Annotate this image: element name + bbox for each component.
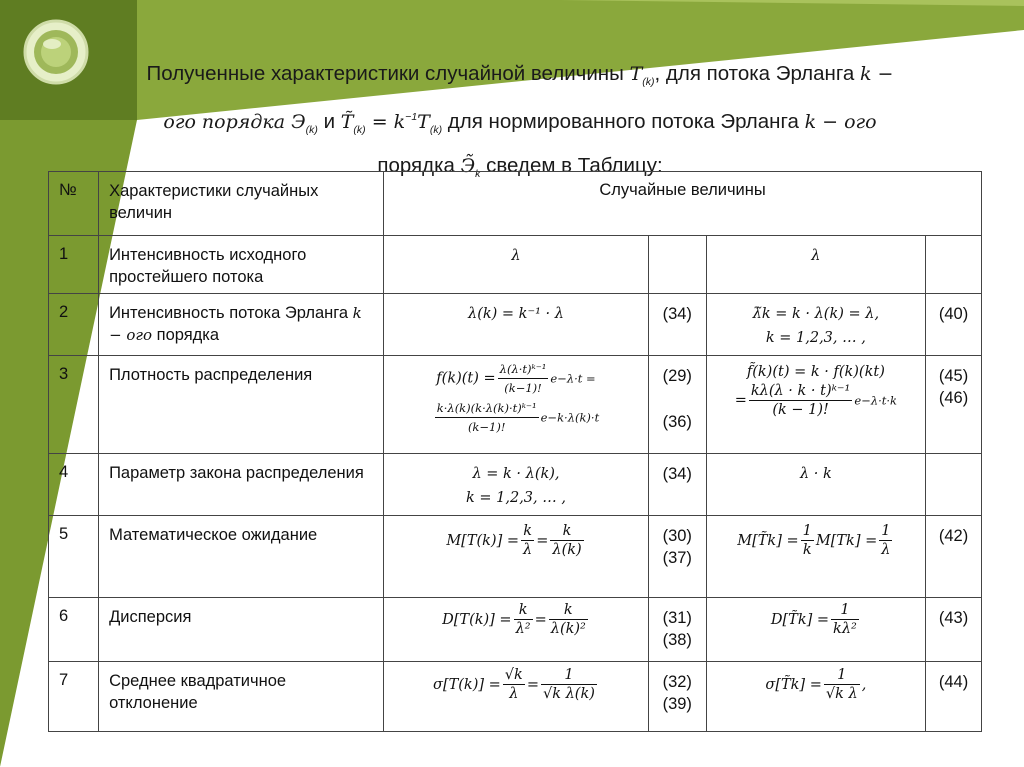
row-name: Плотность распределения (99, 356, 384, 454)
ref-2: (45) (46) (926, 356, 982, 454)
characteristics-table (48, 171, 982, 732)
row-name: Интенсивность потока Эрланга k − ого порядка (99, 294, 384, 356)
value-2: λ (706, 236, 925, 294)
row-number: 7 (49, 662, 99, 732)
row-number: 4 (49, 454, 99, 516)
ref-1 (648, 236, 706, 294)
row-number: 6 (49, 598, 99, 662)
ref-1: (34) (648, 454, 706, 516)
title-line-2: ого порядка $Э_{(k)}$ и $T̃_{(k)} = k^{-1}T_{(k)}$ для нормированного потока Эрланга k − ого (163, 109, 877, 137)
table-row (49, 236, 982, 294)
value-2: D[T̃k] = $\frac{1}{\text{kλ²}}$ (706, 598, 925, 662)
title-line-1: Полученные характеристики случайной величины $T_{(k)}$, для потока Эрланга k − (146, 62, 894, 89)
row-name: Среднее квадратичное отклонение (99, 662, 384, 732)
value-1: f(k)(t) = $\frac{\text{λ(λ·t)ᵏ⁻¹}}{(k-1)!}$ e−λ·t = $\frac{\text{k·λ(k)(k·λ(k)·t)ᵏ⁻¹}}{(k-1)!}$ e−k·λ(k)·t (384, 356, 649, 454)
value-2: f̃(k)(t) = k · f(k)(kt) = $\frac{\text{kλ(λ · k · t)ᵏ⁻¹}}{(k - 1)!}$ e−λ·t·k (706, 356, 925, 454)
row-number: 2 (49, 294, 99, 356)
value-1: D[T(k)] = $\frac{k}{\text{λ²}}$ = $\frac{k}{\text{λ(k)²}}$ (384, 598, 649, 662)
table-header-row (49, 172, 982, 236)
header-name: Характеристики случайных величин (99, 172, 384, 236)
row-name: Дисперсия (99, 598, 384, 662)
row-name: Интенсивность исходного простейшего потока (99, 236, 384, 294)
value-2: M[T̃k] = $\frac{1}{k}$ M[Tk] = $\frac{1}{\lambda}$ (706, 516, 925, 598)
row-number: 3 (49, 356, 99, 454)
ref-2: (43) (926, 598, 982, 662)
value-1: λ = k · λ(k), k = 1,2,3, … , (384, 454, 649, 516)
value-2: λ̃k = k · λ(k) = λ, k = 1,2,3, … , (706, 294, 925, 356)
row-name: Математическое ожидание (99, 516, 384, 598)
ref-1: (30) (37) (648, 516, 706, 598)
ref-2 (926, 236, 982, 294)
value-1: M[T(k)] = $\frac{k}{\lambda}$ = $\frac{k}{\lambda(k)}$ (384, 516, 649, 598)
ref-2: (42) (926, 516, 982, 598)
value-1: λ(k) = k⁻¹ · λ (384, 294, 649, 356)
row-number: 1 (49, 236, 99, 294)
row-name: Параметр закона распределения (99, 454, 384, 516)
table-row (49, 598, 982, 662)
title-line-3: порядка $Э̃_k$ сведем в Таблицу: (377, 154, 663, 181)
value-1: λ (384, 236, 649, 294)
header-num: № (49, 172, 99, 236)
value-1: σ[T(k)] = $\frac{√k}{\lambda}$ = $\frac{1}{\text{√k λ(k)}}$ (384, 662, 649, 732)
table-row (49, 662, 982, 732)
table-row (49, 294, 982, 356)
ref-2: (44) (926, 662, 982, 732)
value-2: σ[T̃k] = $\frac{1}{\text{√k λ}}$ , (706, 662, 925, 732)
header-values: Случайные величины (384, 172, 982, 236)
table-row (49, 454, 982, 516)
ref-1: (31) (38) (648, 598, 706, 662)
value-2: λ · k (706, 454, 925, 516)
table-row (49, 516, 982, 598)
ref-1: (32) (39) (648, 662, 706, 732)
ref-2: (40) (926, 294, 982, 356)
ref-1: (29) (36) (648, 356, 706, 454)
ref-2 (926, 454, 982, 516)
row-number: 5 (49, 516, 99, 598)
ref-1: (34) (648, 294, 706, 356)
copyright-footer: © Фокина Лидия Петровна (6, 755, 99, 764)
table-row (49, 356, 982, 454)
